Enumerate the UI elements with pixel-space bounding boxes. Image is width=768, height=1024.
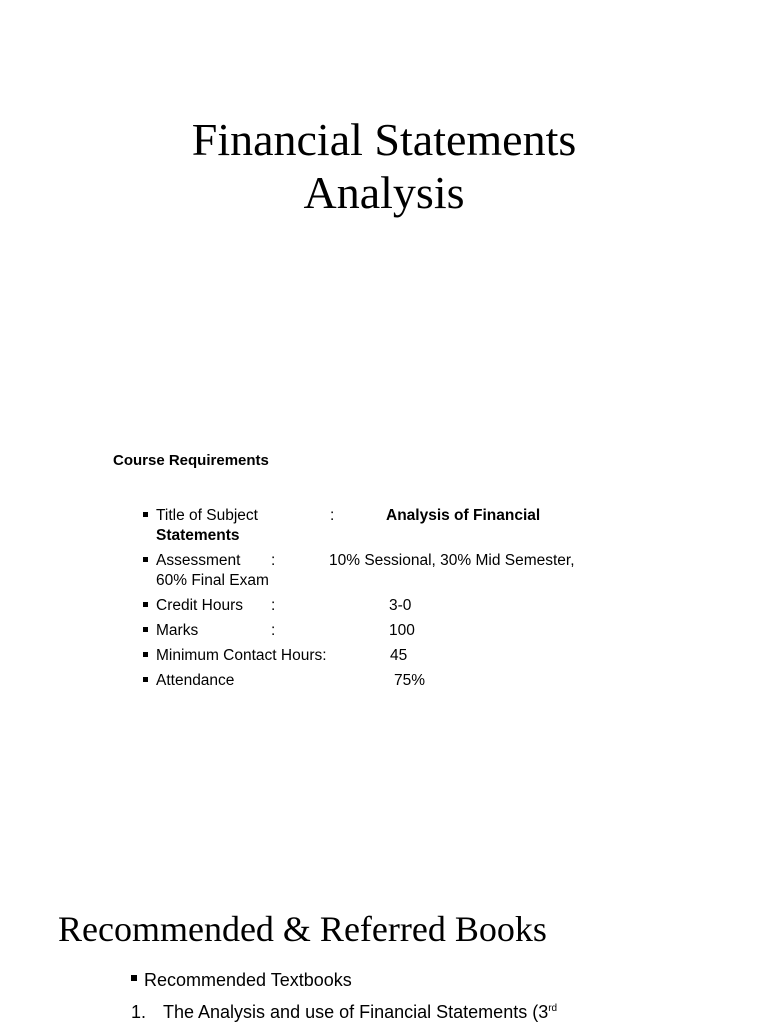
item-value: 100	[389, 622, 415, 639]
book-title: The Analysis and use of Financial Statements (3	[163, 1002, 549, 1022]
square-bullet-icon	[131, 975, 137, 981]
title-line-1: Financial Statements	[191, 114, 577, 165]
item-colon: :	[271, 552, 276, 569]
recommended-textbooks-label: Recommended Textbooks	[144, 970, 352, 990]
item-label: Attendance	[156, 672, 235, 689]
item-colon: :	[330, 507, 335, 524]
list-item-marks	[143, 621, 623, 641]
list-item-title-of-subject	[143, 506, 623, 546]
item-value: 3-0	[389, 597, 412, 614]
item-colon: :	[271, 622, 276, 639]
list-item-assessment	[143, 551, 623, 591]
item-label: Credit Hours	[156, 597, 243, 614]
square-bullet-icon	[143, 627, 148, 632]
list-item-attendance	[143, 671, 623, 691]
item-value-continuation: 60% Final Exam	[156, 572, 269, 589]
square-bullet-icon	[143, 557, 148, 562]
square-bullet-icon	[143, 677, 148, 682]
square-bullet-icon	[143, 652, 148, 657]
item-value: 75%	[394, 672, 426, 689]
books-heading: Recommended & Referred Books	[58, 909, 547, 949]
item-label: Minimum Contact Hours:	[156, 647, 327, 664]
item-colon: :	[271, 597, 276, 614]
title-line-2: Analysis	[303, 167, 465, 218]
square-bullet-icon	[143, 602, 148, 607]
list-item-credit-hours	[143, 596, 623, 616]
item-value-continuation: Statements	[156, 527, 240, 544]
item-value: 10% Sessional, 30% Mid Semester,	[329, 552, 575, 569]
item-label: Marks	[156, 622, 199, 639]
book-number: 1.	[131, 1002, 147, 1022]
document-title	[0, 113, 768, 219]
square-bullet-icon	[143, 512, 148, 517]
course-requirements-heading: Course Requirements	[113, 452, 269, 469]
list-item-minimum-contact-hours	[143, 646, 623, 666]
recommended-textbooks-item	[131, 970, 352, 991]
book-title-superscript: rd	[548, 1003, 558, 1014]
item-label: Assessment	[156, 552, 241, 569]
book-list-item	[131, 1002, 557, 1023]
item-label: Title of Subject	[156, 507, 258, 524]
item-value: Analysis of Financial	[386, 507, 541, 524]
item-value: 45	[390, 647, 408, 664]
course-requirements-list	[143, 506, 623, 696]
